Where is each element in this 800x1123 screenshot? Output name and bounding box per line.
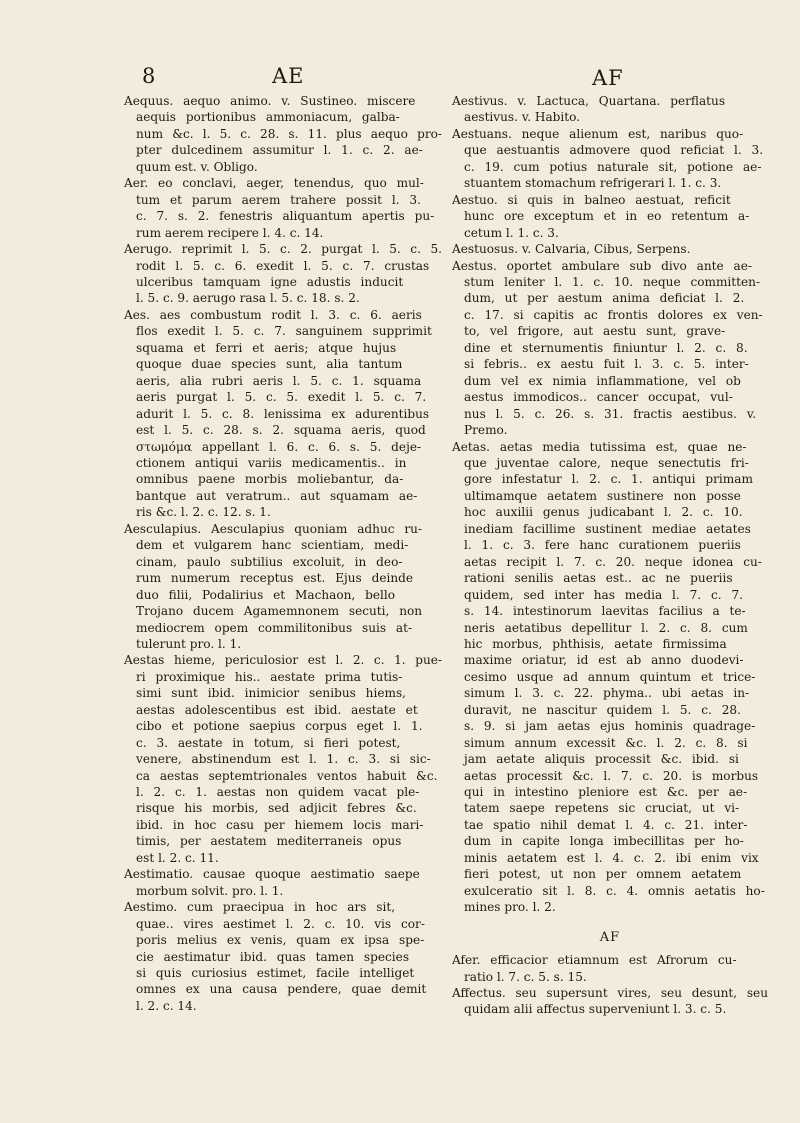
dictionary-entry <box>124 521 442 653</box>
entry-line: quum est. v. Obligo. <box>136 159 258 174</box>
entry-line: duo filii, Podalirius et Machaon, bello <box>136 587 396 602</box>
entry-line: aequis portionibus ammoniacum, galba- <box>136 110 400 125</box>
left-column <box>124 93 442 1014</box>
entry-line: est l. 2. c. 11. <box>136 850 219 865</box>
dictionary-entry <box>452 985 768 1018</box>
entry-line: ri proximique his.. aestate prima tutis- <box>136 669 403 684</box>
dictionary-entry <box>452 126 768 192</box>
entry-line: rum aerem recipere l. 4. c. 14. <box>136 225 324 240</box>
entry-line: Aestimatio. causae quoque aestimatio saepe <box>124 867 420 882</box>
entry-line: quae.. vires aestimet l. 2. c. 10. vis cor- <box>136 916 425 931</box>
entry-line: duravit, ne nascitur quidem l. 5. c. 28. <box>464 702 741 717</box>
entry-line: Aetas. aetas media tutissima est, quae ne- <box>452 439 747 454</box>
dictionary-entry <box>124 866 442 899</box>
entry-line: maxime oriatur, id est ab anno duodevi- <box>464 653 744 668</box>
entry-line: rodit l. 5. c. 6. exedit l. 5. c. 7. crustas <box>136 258 430 273</box>
entry-line: cibo et potione saepius corpus eget l. 1. <box>136 719 423 734</box>
entry-line: gore infestatur l. 2. c. 1. antiqui primam <box>464 472 753 487</box>
entry-line: hoc auxilii genus judicabant l. 2. c. 10. <box>464 505 743 520</box>
entry-line: quidam alii affectus superveniunt l. 3. c. 5. <box>464 1002 727 1017</box>
entry-line: si febris.. ex aestu fuit l. 3. c. 5. inter- <box>464 357 749 372</box>
entry-line: flos exedit l. 5. c. 7. sanguinem supprimit <box>136 324 432 339</box>
entry-line: aeris purgat l. 5. c. 5. exedit l. 5. c. 7. <box>136 390 427 405</box>
entry-line: l. 5. c. 9. aerugo rasa l. 5. c. 18. s. 2. <box>136 291 360 306</box>
entry-line: jam aetate aliquis processit &c. ibid. si <box>464 752 739 767</box>
right-column-entries <box>452 93 768 916</box>
entry-line: cie aestimatur ibid. quas tamen species <box>136 949 410 964</box>
entry-line: Afer. efficacior etiamnum est Afrorum cu- <box>452 953 737 968</box>
entry-line: Aesculapius. Aesculapius quoniam adhuc ru- <box>124 521 423 536</box>
entry-line: nus l. 5. c. 26. s. 31. fractis aestibus. v. <box>464 406 757 421</box>
dictionary-entry <box>452 952 768 985</box>
entry-line: simi sunt ibid. inimicior senibus hiems, <box>136 686 406 701</box>
entry-line: quidem, sed inter has media l. 7. c. 7. <box>464 587 743 602</box>
entry-line: tae spatio nihil demat l. 4. c. 21. inter- <box>464 817 748 832</box>
entry-line: rationi senilis aetas est.. ac ne pueriis <box>464 571 733 586</box>
entry-line: ratio l. 7. c. 5. s. 15. <box>464 969 587 984</box>
entry-line: to, vel frigore, aut aestu sunt, grave- <box>464 324 726 339</box>
entry-line: num &c. l. 5. c. 28. s. 11. plus aequo pro- <box>136 126 442 141</box>
entry-line: mines pro. l. 2. <box>464 900 556 915</box>
entry-line: rum numerum receptus est. Ejus deinde <box>136 571 414 586</box>
entry-line: cetum l. 1. c. 3. <box>464 225 559 240</box>
entry-line: qui in intestino pleniore est &c. per ae- <box>464 785 748 800</box>
entry-line: dine et sternumentis finiuntur l. 2. c. 8. <box>464 340 748 355</box>
entry-line: hunc ore exceptum et in eo retentum a- <box>464 209 750 224</box>
entry-line: Aer. eo conclavi, aeger, tenendus, quo mul- <box>124 176 424 191</box>
entry-line: Aestuans. neque alienum est, naribus quo- <box>452 126 744 141</box>
entry-line: l. 2. c. 14. <box>136 998 197 1013</box>
right-column <box>452 93 768 1018</box>
entry-line: tatem saepe repetens sic cruciat, ut vi- <box>464 801 740 816</box>
entry-line: Aestus. oportet ambulare sub divo ante ae- <box>452 258 752 273</box>
entry-line: s. 14. intestinorum laevitas facilius a te- <box>464 604 746 619</box>
entry-line: ca aestas septemtrionales ventos habuit &c. <box>136 768 438 783</box>
entry-line: ris &c. l. 2. c. 12. s. 1. <box>136 505 271 520</box>
entry-line: ibid. in hoc casu per hiemem locis mari- <box>136 817 424 832</box>
entry-line: aestivus. v. Habito. <box>464 110 581 125</box>
entry-line: stuantem stomachum refrigerari l. 1. c. 3. <box>464 176 722 191</box>
entry-line: Affectus. seu supersunt vires, seu desunt, seu <box>452 986 768 1001</box>
dictionary-entry <box>124 652 442 866</box>
page-header <box>0 64 800 94</box>
left-running-heading: AE <box>272 64 305 88</box>
entry-line: dum in capite longa imbecillitas per ho- <box>464 834 744 849</box>
entry-line: Aequus. aequo animo. v. Sustineo. miscere <box>124 94 416 108</box>
dictionary-entry <box>452 93 768 126</box>
entry-line: adurit l. 5. c. 8. lenissima ex adurentibus <box>136 406 430 421</box>
entry-line: aetas recipit l. 7. c. 20. neque idonea cu- <box>464 554 762 569</box>
entry-line: poris melius ex venis, quam ex ipsa spe- <box>136 933 425 948</box>
section-heading: AF <box>599 929 621 945</box>
entry-line: l. 1. c. 3. fere hanc curationem pueriis <box>464 538 741 553</box>
entry-line: dum, ut per aestum anima deficiat l. 2. <box>464 291 745 306</box>
entry-line: simum annum excessit &c. l. 2. c. 8. si <box>464 735 748 750</box>
entry-line: s. 9. si jam aetas ejus hominis quadrage- <box>464 719 756 734</box>
entry-line: aestus immodicos.. cancer occupat, vul- <box>464 390 733 405</box>
entry-line: Aerugo. reprimit l. 5. c. 2. purgat l. 5. c. 5. <box>124 242 442 257</box>
entry-line: squama et ferri et aeris; atque hujus <box>136 340 397 355</box>
entry-line: c. 3. aestate in totum, si fieri potest, <box>136 735 401 750</box>
entry-line: exulceratio sit l. 8. c. 4. omnis aetatis ho- <box>464 883 765 898</box>
entry-line: cinam, paulo subtilius excoluit, in deo- <box>136 554 403 569</box>
entry-line: inediam facillime sustinent mediae aetates <box>464 521 751 536</box>
right-column-entries-af <box>452 952 768 1018</box>
entry-line: l. 2. c. 1. aestas non quidem vacat ple- <box>136 785 420 800</box>
entry-line: omnibus paene morbis moliebantur, da- <box>136 472 404 487</box>
entry-line: Aestas hieme, periculosior est l. 2. c. 1. pue- <box>124 653 442 668</box>
entry-line: est l. 5. c. 28. s. 2. squama aeris, quod <box>136 423 426 438</box>
entry-line: c. 17. si capitis ac frontis dolores ex ven- <box>464 307 763 322</box>
dictionary-entry <box>452 241 768 257</box>
dictionary-entry <box>124 93 442 175</box>
entry-line: stum leniter l. 1. c. 10. neque committen- <box>464 274 761 289</box>
entry-line: morbum solvit. pro. l. 1. <box>136 883 284 898</box>
dictionary-entry <box>124 241 442 307</box>
entry-line: Aestivus. v. Lactuca, Quartana. perflatus <box>452 94 726 108</box>
entry-line: Aes. aes combustum rodit l. 3. c. 6. aeris <box>124 307 422 322</box>
entry-line: c. 7. s. 2. fenestris aliquantum apertis pu- <box>136 209 435 224</box>
dictionary-entry <box>452 258 768 439</box>
entry-line: Aestimo. cum praecipua in hoc ars sit, <box>124 900 396 915</box>
entry-line: timis, per aestatem mediterraneis opus <box>136 834 402 849</box>
dictionary-entry <box>124 899 442 1014</box>
entry-line: pter dulcedinem assumitur l. 1. c. 2. ae- <box>136 143 423 158</box>
entry-line: ultimamque aetatem sustinere non posse <box>464 488 741 503</box>
entry-line: simum l. 3. c. 22. phyma.. ubi aetas in- <box>464 686 750 701</box>
entry-line: tum et parum aerem trahere possit l. 3. <box>136 192 421 207</box>
entry-line: aetas processit &c. l. 7. c. 20. is morbus <box>464 768 759 783</box>
entry-line: mediocrem opem commilitonibus suis at- <box>136 620 413 635</box>
entry-line: στωμόμα appellant l. 6. c. 6. s. 5. deje- <box>136 439 422 454</box>
entry-line: si quis curiosius estimet, facile intelliget <box>136 966 415 981</box>
entry-line: aeris, alia rubri aeris l. 5. c. 1. squama <box>136 373 422 388</box>
entry-line: venere, abstinendum est l. 1. c. 3. si sic- <box>136 752 431 767</box>
dictionary-entry <box>452 439 768 916</box>
entry-line: cesimo usque ad annum quintum et trice- <box>464 669 756 684</box>
entry-line: minis aetatem est l. 4. c. 2. ibi enim vix <box>464 850 759 865</box>
entry-line: ctionem antiqui variis medicamentis.. in <box>136 455 407 470</box>
entry-line: hic morbus, phthisis, aetate firmissima <box>464 636 727 651</box>
entry-line: aestas adolescentibus est ibid. aestate et <box>136 702 418 717</box>
entry-line: Premo. <box>464 423 508 438</box>
entry-line: dem et vulgarem hanc scientiam, medi- <box>136 538 409 553</box>
page-number: 8 <box>142 64 156 88</box>
entry-line: bantque aut veratrum.. aut squamam ae- <box>136 488 418 503</box>
entry-line: que juventae calore, neque senectutis fri- <box>464 455 749 470</box>
entry-line: dum vel ex nimia inflammatione, vel ob <box>464 373 741 388</box>
entry-line: c. 19. cum potius naturale sit, potione ae- <box>464 159 762 174</box>
right-running-heading: AF <box>592 66 624 90</box>
entry-line: omnes ex una causa pendere, quae demit <box>136 982 427 997</box>
entry-line: fieri potest, ut non per omnem aetatem <box>464 867 742 882</box>
dictionary-entry <box>124 307 442 521</box>
entry-line: Aestuo. si quis in balneo aestuat, reficit <box>452 192 731 207</box>
entry-line: tulerunt pro. l. 1. <box>136 636 242 651</box>
entry-line: ulceribus tamquam igne adustis inducit <box>136 274 404 289</box>
entry-line: que aestuantis admovere quod reficiat l. 3. <box>464 143 764 158</box>
entry-line: risque his morbis, sed adjicit febres &c. <box>136 801 417 816</box>
dictionary-entry <box>452 192 768 241</box>
entry-line: neris aetatibus depellitur l. 2. c. 8. cum <box>464 620 748 635</box>
entry-line: quoque duae species sunt, alia tantum <box>136 357 403 372</box>
entry-line: Aestuosus. v. Calvaria, Cibus, Serpens. <box>452 242 691 257</box>
entry-line: Trojano ducem Agamemnonem secuti, non <box>136 604 423 619</box>
dictionary-entry <box>124 175 442 241</box>
